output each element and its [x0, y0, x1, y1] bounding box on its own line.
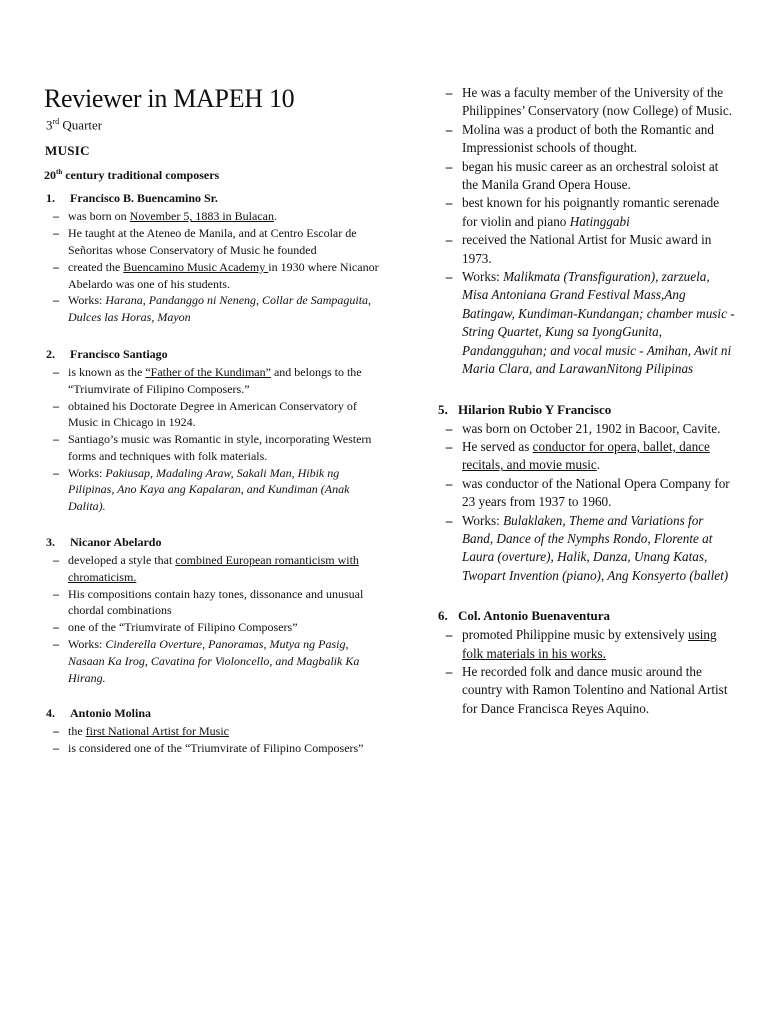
text-segment: developed a style that [68, 553, 176, 568]
list-item-text [462, 84, 736, 121]
composer-heading [44, 191, 384, 206]
list-item [436, 475, 736, 512]
list-item-text [462, 121, 736, 158]
list-item-text [462, 475, 736, 512]
list-item [44, 465, 384, 515]
composer-heading [44, 706, 384, 721]
list-item-text [68, 552, 384, 586]
text-segment: is considered one of the “Triumvirate of Filipino Composers” [68, 741, 364, 756]
list-item-text [68, 259, 384, 293]
composer-facts-list [44, 552, 384, 686]
text-segment: obtained his Doctorate Degree in American Conservatory of Music in Chicago in 1924. [68, 398, 357, 430]
text-segment: Works: [68, 465, 106, 480]
dash-bullet: – [53, 398, 59, 413]
composer-name: Nicanor Abelardo [70, 535, 162, 550]
list-item-text [462, 626, 736, 663]
list-item-text [68, 636, 384, 686]
text-segment: Molina was a product of both the Romantic and Impressionist schools of thought. [462, 121, 714, 156]
quarter-subtitle [46, 115, 384, 132]
composer-block [44, 347, 384, 515]
underlined-text: combined European romanticism with chromaticism. [68, 553, 359, 584]
composer-block [44, 535, 384, 686]
list-item-text [68, 586, 384, 620]
list-item-text [462, 268, 736, 378]
composer-block [44, 706, 384, 757]
list-item [436, 663, 736, 718]
list-item [44, 619, 384, 636]
composer-facts-list [436, 626, 736, 718]
composer-name: Col. Antonio Buenaventura [458, 608, 611, 624]
text-segment: . [273, 209, 277, 224]
list-item-text [462, 512, 736, 586]
list-item-text [68, 292, 384, 326]
text-segment: was born on [68, 209, 130, 224]
underlined-text: “Father of the Kundiman” [145, 364, 271, 379]
underlined-text: using folk materials in his works. [462, 627, 717, 661]
text-segment: was born on October 21, 1902 in Bacoor, Cavite. [462, 420, 721, 436]
text-segment: He recorded folk and dance music around the country with Ramon Tolentino and National Artist for Dance Francisca Reyes Aquino. [462, 663, 728, 716]
italic-text: Bulaklaken, Theme and Variations for Band, Dance of the Nymphs Rondo, Florente at Laura (overture), Halik, Danza, Unang Katas, Twopart Invention (piano), Ang Konsyerto (ballet) [462, 512, 729, 583]
dash-bullet: – [53, 741, 59, 756]
text-segment: Works: [462, 269, 504, 285]
list-item-text [68, 465, 384, 515]
right-column [436, 82, 736, 718]
composer-facts-list [44, 723, 384, 757]
composer-number: 5. [438, 401, 448, 417]
dash-bullet: – [445, 269, 453, 285]
dash-bullet: – [445, 158, 453, 174]
underlined-text: conductor for opera, ballet, dance recitals, and movie music [462, 438, 710, 473]
dash-bullet: – [53, 724, 59, 739]
dash-bullet: – [53, 226, 59, 241]
composer-facts-list [436, 84, 736, 379]
quarter-suffix: rd [52, 117, 60, 126]
list-item-text [68, 431, 384, 465]
list-item-text [68, 740, 384, 757]
left-column [44, 84, 384, 757]
composer-name: Francisco B. Buencamino Sr. [70, 191, 218, 206]
dash-bullet: – [53, 586, 59, 601]
composer-block [436, 607, 736, 718]
dash-bullet: – [445, 475, 453, 491]
list-item [436, 84, 736, 121]
list-item [436, 194, 736, 231]
text-segment: Works: [68, 637, 106, 652]
composer-number: 1. [46, 191, 55, 206]
list-item [44, 740, 384, 757]
list-item-text [68, 723, 384, 740]
topic-number: 20 [44, 168, 56, 183]
list-item [44, 208, 384, 225]
composer-block-continued [436, 84, 736, 379]
dash-bullet: – [53, 620, 59, 635]
list-item [44, 586, 384, 620]
composer-name: Antonio Molina [70, 706, 152, 721]
list-item-text [68, 225, 384, 259]
dash-bullet: – [53, 364, 59, 379]
composer-name: Hilarion Rubio Y Francisco [458, 401, 612, 417]
dash-bullet: – [445, 663, 453, 679]
underlined-text: first National Artist for Music [85, 724, 229, 739]
text-segment: received the National Artist for Music award in 1973. [462, 232, 712, 266]
text-segment: is known as the [68, 364, 146, 379]
text-segment: Works: [462, 512, 504, 528]
dash-bullet: – [53, 259, 59, 274]
list-item-text [68, 364, 384, 398]
list-item [436, 121, 736, 158]
list-item [436, 268, 736, 378]
composer-facts-list [44, 364, 384, 515]
text-segment: He was a faculty member of the University of the Philippines’ Conservatory (now College) of Music. [462, 85, 733, 119]
text-segment: His compositions contain hazy tones, dissonance and unusual chordal combinations [68, 586, 364, 618]
list-item-text [68, 398, 384, 432]
list-item [44, 225, 384, 259]
italic-text: Pakiusap, Madaling Araw, Sakali Man, Hibik ng Pilipinas, Ano Kaya ang Kapalaran, and Kundiman (Anak Dalita). [68, 465, 350, 514]
text-segment: was conductor of the National Opera Company for 23 years from 1937 to 1960. [462, 475, 730, 510]
list-item [436, 158, 736, 195]
list-item [44, 431, 384, 465]
text-segment: Works: [68, 293, 106, 308]
list-item [44, 552, 384, 586]
underlined-text: Buencamino Music Academy [123, 259, 269, 274]
list-item [436, 512, 736, 586]
composer-heading [44, 347, 384, 362]
list-item [436, 438, 736, 475]
text-segment: Santiago’s music was Romantic in style, incorporating Western forms and techniques with folk materials. [68, 432, 372, 463]
text-segment: promoted Philippine music by extensively [462, 627, 688, 643]
list-item-text [462, 438, 736, 475]
composer-number: 2. [46, 346, 55, 361]
text-segment: . [596, 457, 601, 473]
composer-number: 4. [46, 706, 55, 721]
dash-bullet: – [53, 293, 59, 308]
text-segment: created the [68, 259, 124, 274]
text-segment: in 1930 where Nicanor Abelardo was one of his students. [68, 259, 379, 291]
list-item [44, 398, 384, 432]
italic-text: Malikmata (Transfiguration), zarzuela, Misa Antoniana Grand Festival Mass,Ang Batingaw, Kundiman-Kundangan; chamber music - String Quartet, Kung sa IyongGunita, Pandangguhan; and vocal music - Amihan, Awit ni Maria Clara, and LarawanNitong Pilipinas [462, 269, 735, 377]
dash-bullet: – [445, 195, 453, 211]
italic-text: Hatinggabi [569, 213, 630, 229]
composer-heading [436, 607, 736, 624]
list-item-text [68, 619, 384, 636]
italic-text: Cinderella Overture, Panoramas, Mutya ng Pasig, Nasaan Ka Irog, Cavatina for Violoncello, and Magbalik Ka Hirang. [68, 637, 360, 685]
list-item-text [462, 420, 736, 438]
list-item [44, 723, 384, 740]
list-item-text [462, 663, 736, 718]
composer-heading [44, 535, 384, 550]
section-heading: MUSIC [45, 143, 90, 159]
list-item [44, 364, 384, 398]
composer-facts-list [436, 420, 736, 586]
topic-label: century traditional composers [62, 168, 220, 183]
dash-bullet: – [445, 512, 453, 528]
dash-bullet: – [445, 438, 453, 454]
list-item [44, 636, 384, 686]
dash-bullet: – [445, 420, 453, 436]
text-segment: best known for his poignantly romantic serenade for violin and piano [462, 195, 720, 229]
dash-bullet: – [445, 85, 453, 100]
underlined-text: November 5, 1883 in Bulacan [129, 209, 274, 224]
text-segment: began his music career as an orchestral soloist at the Manila Grand Opera House. [462, 158, 719, 193]
composer-number: 6. [438, 608, 448, 624]
composer-block [44, 191, 384, 326]
topic-heading [44, 168, 384, 183]
quarter-number: 3 [46, 117, 53, 133]
list-item-text [462, 194, 736, 231]
dash-bullet: – [445, 232, 453, 248]
dash-bullet: – [53, 637, 59, 652]
list-item [44, 259, 384, 293]
text-segment: one of the “Triumvirate of Filipino Composers” [68, 620, 298, 635]
italic-text: Harana, Pandanggo ni Neneng, Collar de Sampaguita, Dulces las Horas, Mayon [68, 293, 372, 325]
dash-bullet: – [445, 627, 453, 643]
quarter-label: Quarter [59, 117, 103, 133]
list-item [436, 420, 736, 438]
dash-bullet: – [53, 465, 59, 480]
text-segment: and belongs to the “Triumvirate of Filipino Composers.” [68, 364, 362, 396]
list-item [436, 626, 736, 663]
composer-name: Francisco Santiago [70, 346, 168, 361]
list-item-text [68, 208, 384, 225]
text-segment: He served as [462, 438, 533, 454]
dash-bullet: – [53, 209, 59, 224]
list-item-text [462, 231, 736, 268]
composer-facts-list [44, 208, 384, 326]
text-segment: the [68, 724, 86, 739]
dash-bullet: – [53, 432, 59, 447]
list-item [436, 231, 736, 268]
dash-bullet: – [53, 553, 59, 568]
dash-bullet: – [445, 121, 453, 137]
composer-heading [436, 401, 736, 418]
list-item-text [462, 158, 736, 195]
text-segment: He taught at the Ateneo de Manila, and at Centro Escolar de Señoritas whose Conservatory of Music he founded [68, 226, 357, 257]
list-item [44, 292, 384, 326]
composer-block [436, 401, 736, 586]
document-title: Reviewer in MAPEH 10 [44, 84, 295, 113]
composer-number: 3. [46, 535, 55, 550]
topic-suffix: th [56, 168, 63, 177]
